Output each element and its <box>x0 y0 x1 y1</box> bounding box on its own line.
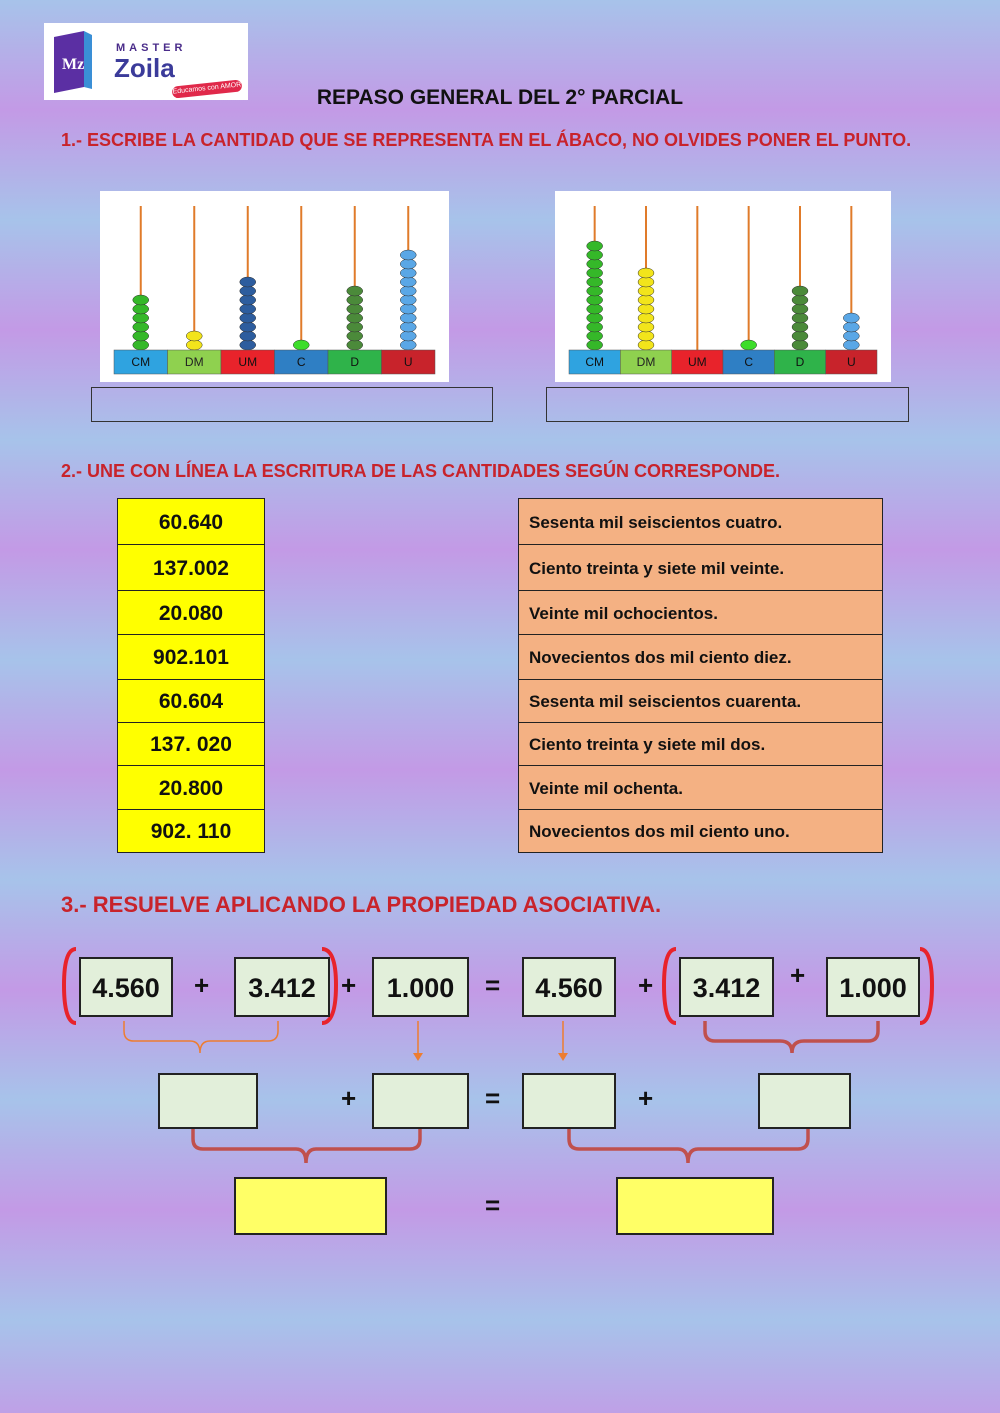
abacus1-bead <box>347 340 363 350</box>
abacus1-bead <box>293 340 309 350</box>
equals-sign: = <box>485 1083 501 1113</box>
abacus1-bead <box>133 340 149 350</box>
abacus-2-drawing <box>555 191 891 382</box>
abacus2-bead <box>792 304 808 314</box>
abacus2-bead <box>587 277 603 287</box>
abacus2-bead <box>792 340 808 350</box>
abacus1-bead <box>400 277 416 287</box>
abacus2-bead <box>587 331 603 341</box>
number-cell[interactable]: 20.800 <box>117 765 265 810</box>
abacus2-bead <box>638 322 654 332</box>
abacus1-bead <box>186 340 202 350</box>
addend-b: 3.412 <box>234 957 330 1017</box>
abacus2-bead <box>843 322 859 332</box>
abacus1-column-label: D <box>350 355 360 369</box>
number-cell[interactable]: 902.101 <box>117 634 265 680</box>
abacus2-bead <box>587 268 603 278</box>
abacus2-bead <box>638 304 654 314</box>
abacus2-bead <box>843 313 859 323</box>
abacus1-bead <box>400 313 416 323</box>
logo-book-icon <box>54 31 92 93</box>
abacus1-column-label: C <box>296 355 306 369</box>
abacus2-bead <box>792 286 808 296</box>
abacus1-bead <box>133 304 149 314</box>
abacus1-bead <box>186 331 202 341</box>
abacus1-bead <box>240 295 256 305</box>
word-cell[interactable]: Veinte mil ochenta. <box>518 765 883 810</box>
right-paren-2 <box>920 949 932 1023</box>
abacus2-bead <box>638 313 654 323</box>
word-cell[interactable]: Novecientos dos mil ciento uno. <box>518 809 883 853</box>
abacus2-bead <box>638 331 654 341</box>
left-paren-1 <box>64 949 76 1023</box>
plus-sign: + <box>638 970 654 1000</box>
abacus2-column-label: CM <box>585 355 605 369</box>
abacus2-bead <box>587 322 603 332</box>
abacus2-bead <box>587 250 603 260</box>
abacus1-bead <box>240 304 256 314</box>
partial-sum-ab-box[interactable] <box>158 1073 258 1129</box>
abacus2-bead <box>638 268 654 278</box>
brace-b2-c2 <box>705 1021 878 1053</box>
abacus1-bead <box>400 268 416 278</box>
logo-name-text: Zoila <box>114 53 175 83</box>
abacus1-bead <box>133 295 149 305</box>
arrow-c-head <box>413 1053 423 1061</box>
abacus2-bead <box>638 277 654 287</box>
abacus1-bead <box>347 295 363 305</box>
abacus1-column-label: DM <box>184 355 204 369</box>
result-right-box[interactable] <box>616 1177 774 1235</box>
abacus1-bead <box>347 322 363 332</box>
abacus1-bead <box>400 250 416 260</box>
abacus2-column-label: UM <box>687 355 707 369</box>
logo-master-text: MASTER <box>116 42 187 54</box>
abacus1-bead <box>133 322 149 332</box>
abacus2-column-label: D <box>795 355 805 369</box>
abacus2-column-label: C <box>744 355 754 369</box>
abacus2-bead <box>587 241 603 251</box>
abacus2-bead <box>843 331 859 341</box>
plus-sign: + <box>341 1083 357 1113</box>
word-cell[interactable]: Ciento treinta y siete mil veinte. <box>518 544 883 591</box>
abacus-2-answer-box[interactable] <box>546 387 909 422</box>
arrow-a2-head <box>558 1053 568 1061</box>
abacus2-column-label: DM <box>636 355 656 369</box>
abacus1-bead <box>400 322 416 332</box>
abacus-1-answer-box[interactable] <box>91 387 493 422</box>
page-title: REPASO GENERAL DEL 2° PARCIAL <box>316 86 684 109</box>
abacus2-bead <box>638 286 654 296</box>
addend-b2: 3.412 <box>679 957 774 1017</box>
word-cell[interactable]: Sesenta mil seiscientos cuatro. <box>518 498 883 545</box>
addend-a: 4.560 <box>79 957 173 1017</box>
abacus-1 <box>100 191 449 382</box>
abacus1-bead <box>400 286 416 296</box>
number-cell[interactable]: 902. 110 <box>117 809 265 853</box>
abacus1-bead <box>133 313 149 323</box>
number-cell[interactable]: 60.604 <box>117 679 265 723</box>
abacus-1-drawing <box>100 191 449 382</box>
partial-sum-bc-box[interactable] <box>758 1073 851 1129</box>
equals-sign: = <box>485 1190 501 1220</box>
section2-title: 2.- UNE CON LÍNEA LA ESCRITURA DE LAS CANTIDADES SEGÚN CORRESPONDE. <box>61 461 781 481</box>
abacus1-bead <box>400 304 416 314</box>
brace-a-b <box>124 1021 278 1053</box>
abacus1-bead <box>240 313 256 323</box>
abacus1-bead <box>347 286 363 296</box>
abacus1-bead <box>133 331 149 341</box>
number-cell[interactable]: 60.640 <box>117 498 265 545</box>
abacus2-bead <box>587 340 603 350</box>
brace-row2-right <box>569 1129 808 1163</box>
word-cell[interactable]: Ciento treinta y siete mil dos. <box>518 722 883 766</box>
abacus1-bead <box>400 331 416 341</box>
logo-mark-text: Mz <box>62 56 85 73</box>
abacus2-bead <box>792 331 808 341</box>
abacus1-bead <box>400 259 416 269</box>
abacus2-bead <box>587 304 603 314</box>
abacus2-column-label: U <box>846 355 856 369</box>
abacus1-bead <box>240 286 256 296</box>
number-cell[interactable]: 137. 020 <box>117 722 265 766</box>
logo-tagline: Educamos con AMOR <box>172 79 243 98</box>
abacus1-bead <box>240 322 256 332</box>
abacus1-bead <box>347 313 363 323</box>
abacus2-bead <box>587 295 603 305</box>
abacus2-bead <box>587 259 603 269</box>
abacus2-bead <box>587 313 603 323</box>
abacus2-bead <box>638 295 654 305</box>
number-cell[interactable]: 20.080 <box>117 590 265 635</box>
number-cell[interactable]: 137.002 <box>117 544 265 591</box>
abacus1-bead <box>400 340 416 350</box>
abacus1-column-label: U <box>403 355 413 369</box>
plus-sign: + <box>638 1083 654 1113</box>
abacus2-bead <box>843 340 859 350</box>
equals-sign: = <box>485 970 501 1000</box>
section1-title: 1.- ESCRIBE LA CANTIDAD QUE SE REPRESENTA EN EL ÁBACO, NO OLVIDES PONER EL PUNTO. <box>61 130 912 150</box>
word-cell[interactable]: Veinte mil ochocientos. <box>518 590 883 635</box>
word-cell[interactable]: Sesenta mil seiscientos cuarenta. <box>518 679 883 723</box>
left-paren-2 <box>664 949 676 1023</box>
addend-a2: 4.560 <box>522 957 616 1017</box>
addend-c: 1.000 <box>372 957 469 1017</box>
addend-c2: 1.000 <box>826 957 920 1017</box>
abacus1-bead <box>347 304 363 314</box>
section3-title: 3.- RESUELVE APLICANDO LA PROPIEDAD ASOCIATIVA. <box>61 892 662 917</box>
abacus2-bead <box>792 313 808 323</box>
plus-sign: + <box>790 960 806 990</box>
abacus2-bead <box>638 340 654 350</box>
abacus2-bead <box>587 286 603 296</box>
abacus1-column-label: UM <box>238 355 258 369</box>
abacus1-bead <box>240 277 256 287</box>
value-a2-box[interactable] <box>522 1073 616 1129</box>
abacus2-bead <box>792 322 808 332</box>
abacus1-column-label: CM <box>131 355 151 369</box>
result-left-box[interactable] <box>234 1177 387 1235</box>
abacus2-bead <box>792 295 808 305</box>
word-cell[interactable]: Novecientos dos mil ciento diez. <box>518 634 883 680</box>
plus-sign: + <box>341 970 357 1000</box>
abacus2-bead <box>741 340 757 350</box>
abacus1-bead <box>400 295 416 305</box>
abacus1-bead <box>240 340 256 350</box>
abacus-2 <box>555 191 891 382</box>
value-c-box[interactable] <box>372 1073 469 1129</box>
brace-row2-left <box>193 1129 420 1163</box>
plus-sign: + <box>194 970 210 1000</box>
abacus1-bead <box>240 331 256 341</box>
abacus1-bead <box>347 331 363 341</box>
